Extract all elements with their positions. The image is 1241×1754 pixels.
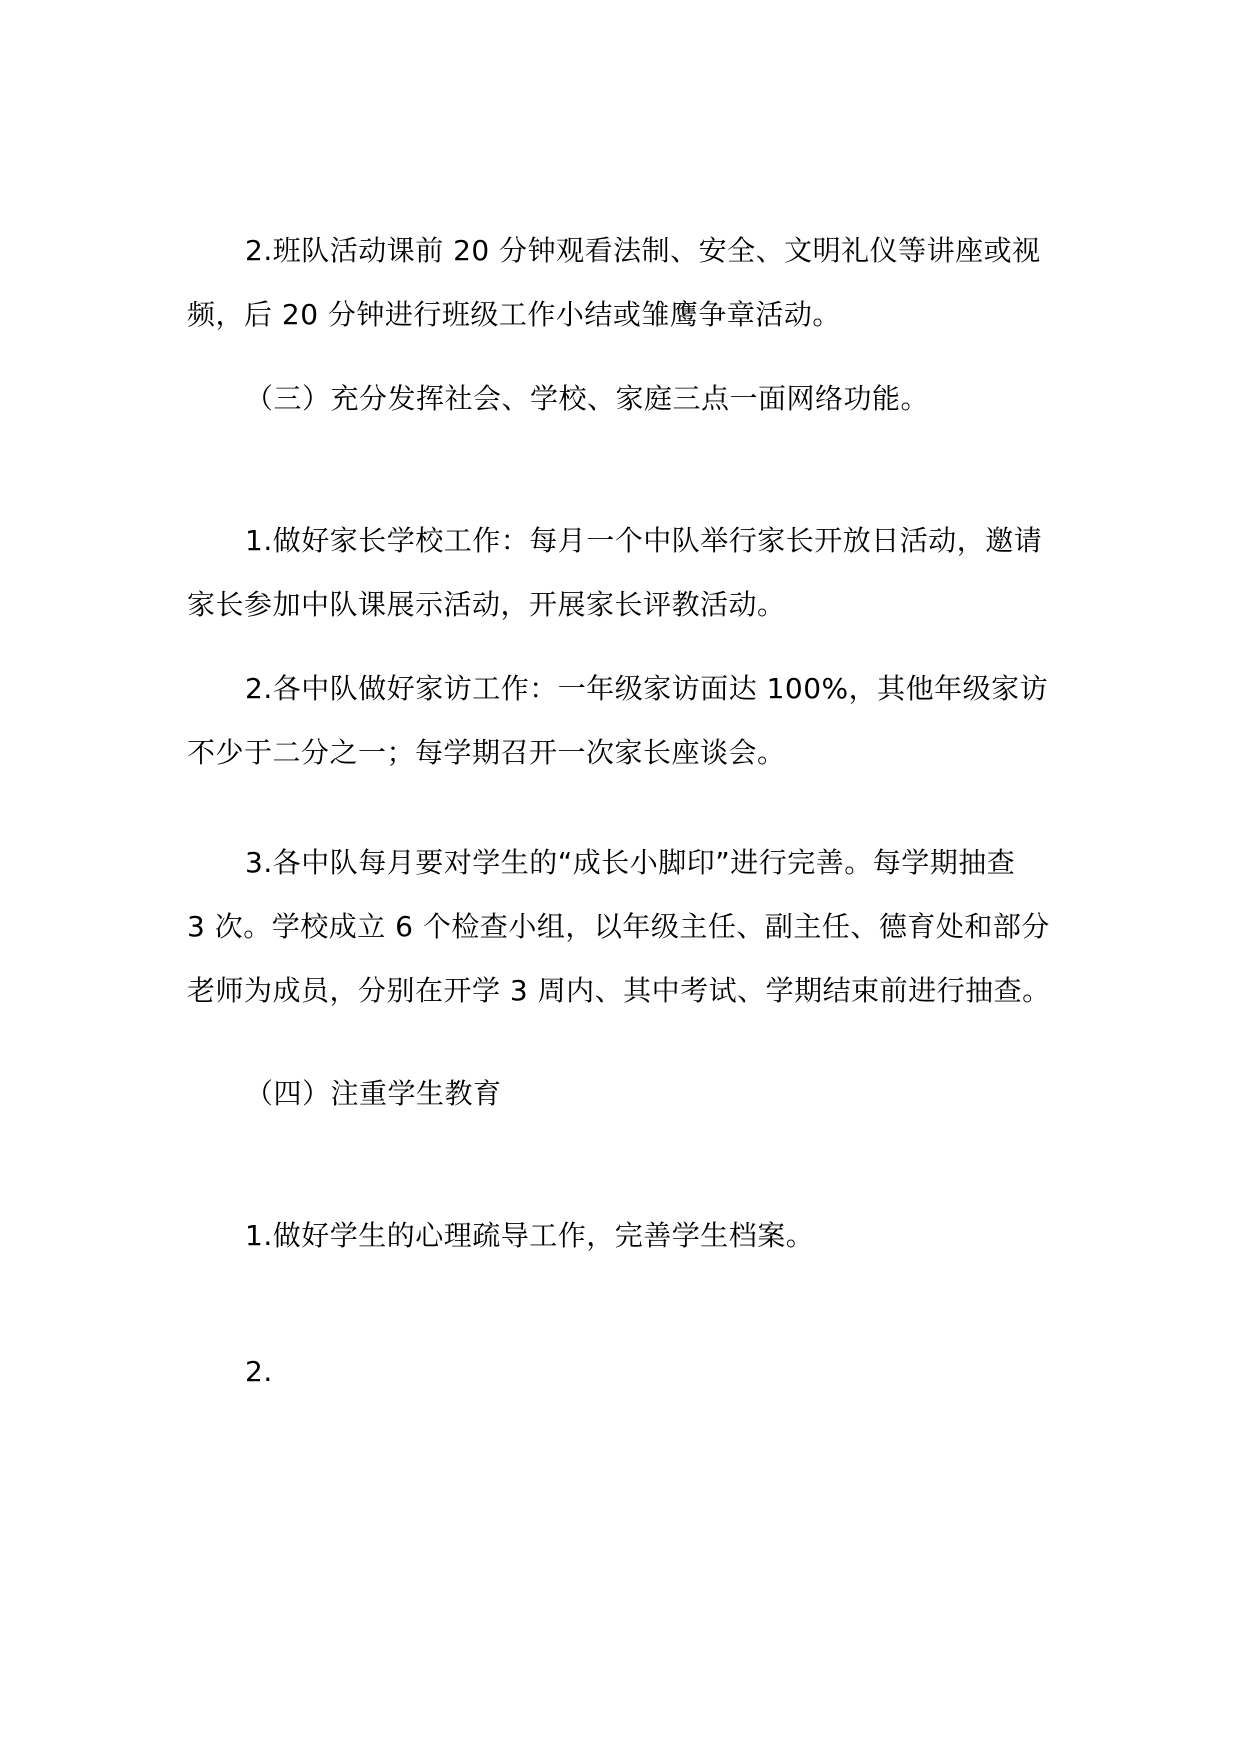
heading-line: （三）充分发挥社会、学校、家庭三点一面网络功能。: [245, 382, 930, 415]
paragraph-line: 3 次。学校成立 6 个检查小组，以年级主任、副主任、德育处和部分: [187, 910, 1050, 943]
paragraph-line: 频，后 20 分钟进行班级工作小结或雏鹰争章活动。: [187, 298, 841, 331]
paragraph-growth-footprints: [187, 831, 1067, 1023]
paragraph-line: 2.班队活动课前 20 分钟观看法制、安全、文明礼仪等讲座或视: [245, 234, 1041, 267]
paragraph-line: 1.做好学生的心理疏导工作，完善学生档案。: [245, 1219, 815, 1252]
paragraph-item-two: [187, 1340, 1067, 1404]
paragraph-parent-school: [187, 509, 1067, 637]
paragraph-line: 老师为成员，分别在开学 3 周内、其中考试、学期结束前进行抽查。: [187, 974, 1051, 1007]
section-heading-four: [187, 1062, 1067, 1126]
section-heading-three: [187, 367, 1067, 431]
paragraph-line: 家长参加中队课展示活动，开展家长评教活动。: [187, 588, 786, 621]
paragraph-line: 2.各中队做好家访工作：一年级家访面达 100%，其他年级家访: [245, 672, 1049, 705]
heading-line: （四）注重学生教育: [245, 1077, 502, 1110]
paragraph-line: 3.各中队每月要对学生的“成长小脚印”进行完善。每学期抽查: [245, 846, 1016, 879]
paragraph-class-activity: [187, 219, 1067, 347]
paragraph-line: 2.: [245, 1355, 273, 1388]
paragraph-counseling: [187, 1204, 1067, 1268]
paragraph-line: 不少于二分之一；每学期召开一次家长座谈会。: [187, 736, 786, 769]
paragraph-home-visit: [187, 657, 1067, 785]
paragraph-line: 1.做好家长学校工作：每月一个中队举行家长开放日活动，邀请: [245, 524, 1043, 557]
